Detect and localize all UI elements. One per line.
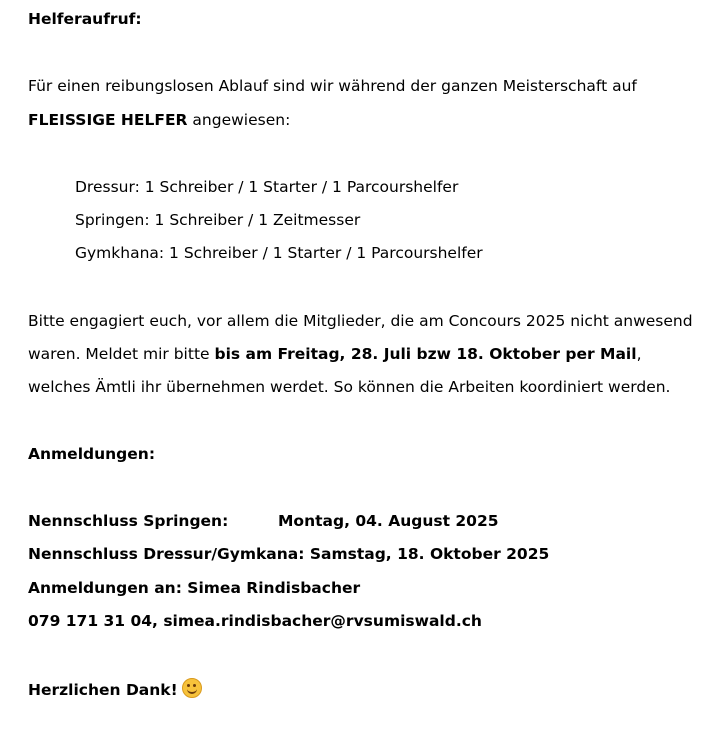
- deadline-springen-label: Nennschluss Springen:: [28, 512, 229, 530]
- role-dressur: Dressur: 1 Schreiber / 1 Starter / 1 Parcourshelfer: [75, 178, 459, 196]
- appeal-line-2-end: ,: [636, 345, 642, 363]
- role-springen: Springen: 1 Schreiber / 1 Zeitmesser: [75, 211, 361, 229]
- closing: [28, 678, 202, 700]
- appeal-deadline: bis am Freitag, 28. Juli bzw 18. Oktober per Mail: [214, 345, 637, 363]
- closing-text: Herzlichen Dank!: [28, 681, 178, 699]
- intro-line-2: [28, 110, 290, 130]
- intro-bold: FLEISSIGE HELFER: [28, 111, 188, 129]
- deadline-springen: [28, 511, 499, 531]
- appeal-line-3: welches Ämtli ihr übernehmen werdet. So können die Arbeiten koordiniert werden.: [28, 378, 671, 396]
- appeal-line-2-start: waren. Meldet mir bitte: [28, 345, 215, 363]
- heading: Helferaufruf:: [28, 10, 142, 28]
- intro-rest: angewiesen:: [187, 111, 291, 129]
- registration-heading: Anmeldungen:: [28, 445, 156, 463]
- intro-line-1: Für einen reibungslosen Ablauf sind wir während der ganzen Meisterschaft auf: [28, 77, 637, 95]
- contact-details: 079 171 31 04, simea.rindisbacher@rvsumiswald.ch: [28, 612, 482, 630]
- deadline-springen-date: Montag, 04. August 2025: [278, 512, 499, 530]
- deadline-dressur: Nennschluss Dressur/Gymkana: Samstag, 18. Oktober 2025: [28, 545, 550, 563]
- appeal-line-2: [28, 344, 642, 364]
- smiling-face-icon: [182, 678, 202, 698]
- role-gymkhana: Gymkhana: 1 Schreiber / 1 Starter / 1 Parcourshelfer: [75, 244, 483, 262]
- contact-name: Anmeldungen an: Simea Rindisbacher: [28, 579, 361, 597]
- appeal-line-1: Bitte engagiert euch, vor allem die Mitglieder, die am Concours 2025 nicht anwesend: [28, 312, 693, 330]
